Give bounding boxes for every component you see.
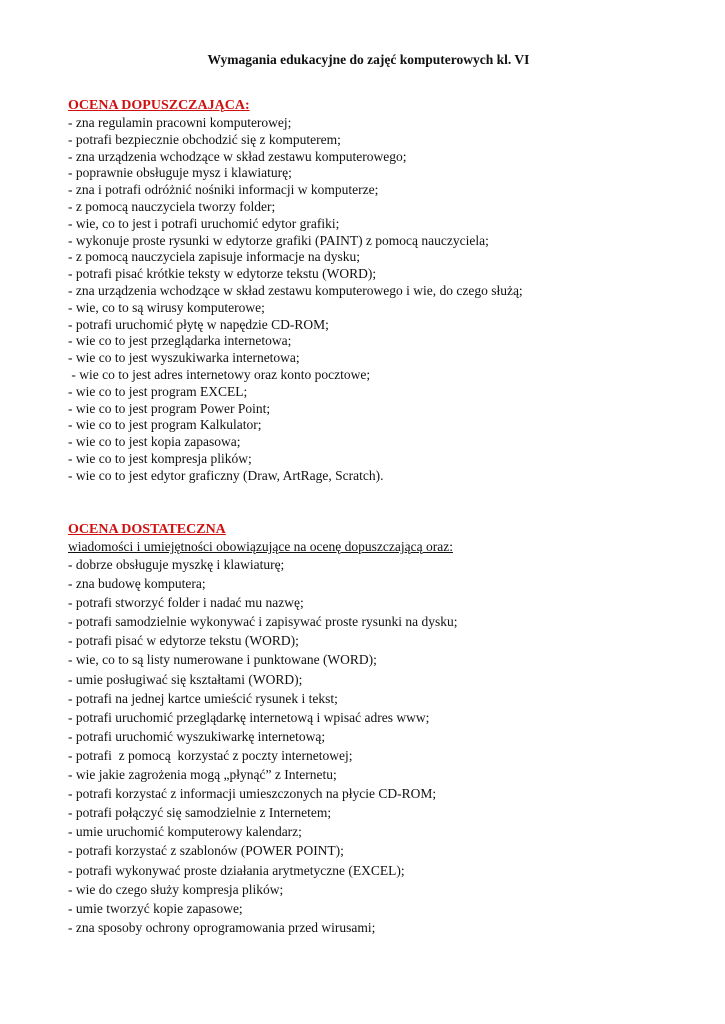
list-item: - zna budowę komputera;: [68, 576, 206, 592]
list-item: - zna regulamin pracowni komputerowej;: [68, 115, 292, 130]
list-item: - umie posługiwać się kształtami (WORD);: [68, 671, 303, 687]
list-item: - potrafi korzystać z szablonów (POWER POINT);: [68, 843, 344, 859]
list-item: - wie co to jest kopia zapasowa;: [68, 434, 241, 450]
list-item: - potrafi bezpiecznie obchodzić się z komputerem;: [68, 131, 341, 147]
list-item: - potrafi pisać w edytorze tekstu (WORD);: [68, 633, 299, 649]
list-item: - wie jakie zagrożenia mogą „płynąć” z Internetu;: [68, 767, 337, 783]
list-item: - zna i potrafi odróżnić nośniki informacji w komputerze;: [68, 182, 379, 198]
list-item: - wykonuje proste rysunki w edytorze grafiki (PAINT) z pomocą nauczyciela;: [68, 232, 489, 248]
section-ocena-dostateczna: [68, 521, 708, 937]
list-item: - dobrze obsługuje myszkę i klawiaturę;: [68, 557, 285, 572]
requirements-list: [68, 555, 708, 937]
list-item: - zna urządzenia wchodzące w skład zestawu komputerowego;: [68, 148, 407, 164]
list-item: - potrafi uruchomić wyszukiwarkę internetową;: [68, 728, 326, 744]
section-heading: OCENA DOPUSZCZAJĄCA:: [68, 98, 250, 113]
list-item: - umie uruchomić komputerowy kalendarz;: [68, 824, 302, 840]
list-item: - wie co to jest przeglądarka internetowa;: [68, 333, 292, 349]
list-item: - wie do czego służy kompresja plików;: [68, 881, 284, 897]
document-title: Wymagania edukacyjne do zajęć komputerowych kl. VI: [207, 52, 530, 67]
requirements-list: [68, 115, 708, 485]
section-heading: OCENA DOSTATECZNA: [68, 522, 226, 537]
list-item: - potrafi połączyć się samodzielnie z Internetem;: [68, 805, 332, 821]
list-item: - zna urządzenia wchodzące w skład zestawu komputerowego i wie, do czego służą;: [68, 282, 523, 298]
list-item: - potrafi stworzyć folder i nadać mu nazwę;: [68, 595, 304, 611]
list-item: - potrafi samodzielnie wykonywać i zapisywać proste rysunki na dysku;: [68, 614, 458, 630]
list-item: - zna sposoby ochrony oprogramowania przed wirusami;: [68, 919, 376, 935]
list-item: - potrafi pisać krótkie teksty w edytorze tekstu (WORD);: [68, 266, 377, 282]
list-item: - wie co to jest program Kalkulator;: [68, 417, 262, 433]
section-ocena-dopuszczajaca: [68, 97, 708, 485]
list-item: - wie co to jest edytor graficzny (Draw, ArtRage, Scratch).: [68, 467, 384, 483]
list-item: - potrafi na jednej kartce umieścić rysunek i tekst;: [68, 690, 338, 706]
list-item: - wie, co to są listy numerowane i punktowane (WORD);: [68, 652, 377, 668]
list-item: - potrafi korzystać z informacji umieszczonych na płycie CD-ROM;: [68, 786, 437, 802]
list-item: - wie co to jest adres internetowy oraz konto pocztowe;: [68, 366, 371, 382]
list-item: - potrafi uruchomić płytę w napędzie CD-ROM;: [68, 316, 329, 332]
list-item: - wie co to jest program EXCEL;: [68, 383, 248, 399]
list-item: - wie, co to jest i potrafi uruchomić edytor grafiki;: [68, 215, 340, 231]
list-item: - potrafi uruchomić przeglądarkę internetową i wpisać adres www;: [68, 709, 430, 725]
list-item: - potrafi z pomocą korzystać z poczty internetowej;: [68, 747, 353, 763]
list-item: - z pomocą nauczyciela zapisuje informacje na dysku;: [68, 249, 360, 265]
list-item: - umie tworzyć kopie zapasowe;: [68, 900, 243, 916]
list-item: - wie co to jest kompresja plików;: [68, 450, 252, 466]
list-item: - wie co to jest wyszukiwarka internetowa;: [68, 350, 300, 366]
list-item: - wie, co to są wirusy komputerowe;: [68, 299, 265, 315]
section-intro: wiadomości i umiejętności obowiązujące na ocenę dopuszczającą oraz:: [68, 539, 453, 554]
list-item: - potrafi wykonywać proste działania arytmetyczne (EXCEL);: [68, 862, 405, 878]
list-item: - wie co to jest program Power Point;: [68, 400, 271, 416]
list-item: - poprawnie obsługuje mysz i klawiaturę;: [68, 165, 292, 181]
list-item: - z pomocą nauczyciela tworzy folder;: [68, 198, 276, 214]
